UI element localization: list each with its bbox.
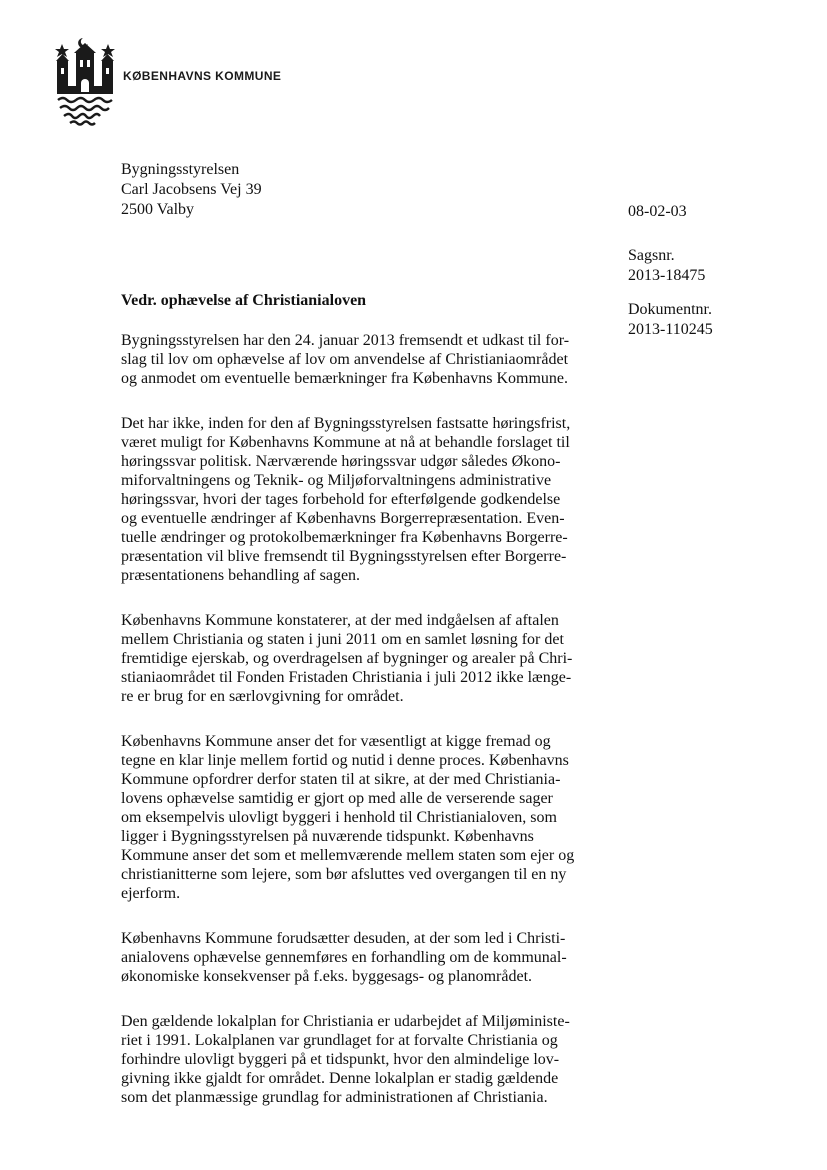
- recipient-name: Bygningsstyrelsen: [121, 161, 240, 178]
- paragraph-line: ligger i Bygningsstyrelsen på nuværende tidspunkt. Københavns: [121, 828, 534, 845]
- paragraph-line: været muligt for Københavns Kommune at nå at behandle forslaget til: [121, 434, 570, 451]
- document-number-block: [628, 300, 713, 340]
- case-number-value: 2013-18475: [628, 267, 706, 284]
- paragraph-line: Københavns Kommune forudsætter desuden, at der som led i Christi-: [121, 930, 566, 947]
- body-paragraph: [121, 929, 591, 986]
- paragraph-line: fremtidige ejerskab, og overdragelsen af bygninger og arealer på Chri-: [121, 650, 573, 667]
- paragraph-line: Det har ikke, inden for den af Bygningsstyrelsen fastsatte høringsfrist,: [121, 415, 571, 432]
- paragraph-line: Bygningsstyrelsen har den 24. januar 2013 fremsendt et udkast til for-: [121, 332, 570, 349]
- paragraph-line: christianitterne som lejere, som bør afsluttes ved overgangen til en ny: [121, 866, 567, 883]
- paragraph-line: Københavns Kommune anser det for væsentligt at kigge fremad og: [121, 733, 551, 750]
- body-paragraph: [121, 611, 591, 706]
- paragraph-line: ejerform.: [121, 885, 181, 902]
- paragraph-line: som det planmæssige grundlag for administrationen af Christiania.: [121, 1089, 548, 1106]
- paragraph-line: Den gældende lokalplan for Christiania er udarbejdet af Miljøministe-: [121, 1013, 570, 1030]
- paragraph-line: og eventuelle ændringer af Københavns Borgerrepræsentation. Even-: [121, 510, 565, 527]
- paragraph-line: om eksempelvis ulovligt byggeri i henhold til Christianialoven, som: [121, 809, 557, 826]
- paragraph-line: Københavns Kommune konstaterer, at der med indgåelsen af aftalen: [121, 612, 559, 629]
- paragraph-line: Kommune opfordrer derfor staten til at sikre, at der med Christiania-: [121, 771, 561, 788]
- document-number-value: 2013-110245: [628, 321, 713, 338]
- paragraph-line: riet i 1991. Lokalplanen var grundlaget for at forvalte Christiania og: [121, 1032, 558, 1049]
- case-number-block: [628, 246, 705, 286]
- paragraph-line: Kommune anser det som et mellemværende mellem staten som ejer og: [121, 847, 575, 864]
- paragraph-line: præsentation vil blive fremsendt til Bygningsstyrelsen efter Borgerre-: [121, 548, 567, 565]
- paragraph-line: slag til lov om ophævelse af lov om anvendelse af Christianiaområdet: [121, 351, 569, 368]
- paragraph-line: tegne en klar linje mellem fortid og nutid i denne proces. Københavns: [121, 752, 569, 769]
- paragraph-line: økonomiske konsekvenser på f.eks. byggesags- og planområdet.: [121, 968, 533, 985]
- document-number-label: Dokumentnr.: [628, 301, 712, 318]
- paragraph-line: re er brug for en særlovgivning for området.: [121, 688, 404, 705]
- paragraph-line: stianiaområdet til Fonden Fristaden Christiania i juli 2012 ikke længe-: [121, 669, 572, 686]
- paragraph-line: anialovens ophævelse gennemføres en forhandling om de kommunal-: [121, 949, 567, 966]
- paragraph-line: forhindre ulovligt byggeri på et tidspunkt, hvor den almindelige lov-: [121, 1051, 560, 1068]
- paragraph-line: miforvaltningens og Teknik- og Miljøforvaltningens administrative: [121, 472, 552, 489]
- body-paragraph: [121, 331, 591, 388]
- body-paragraph: [121, 1012, 591, 1107]
- copenhagen-coat-of-arms-icon: [52, 34, 118, 130]
- body-paragraph: [121, 414, 591, 585]
- letter-body: [121, 331, 591, 1133]
- paragraph-line: lovens ophævelse samtidig er gjort op med alle de verserende sager: [121, 790, 553, 807]
- paragraph-line: givning ikke gjaldt for området. Denne lokalplan er stadig gældende: [121, 1070, 559, 1087]
- paragraph-line: og anmodet om eventuelle bemærkninger fra Københavns Kommune.: [121, 370, 568, 387]
- letter-date: 08-02-03: [628, 203, 687, 220]
- paragraph-line: tuelle ændringer og protokolbemærkninger fra Københavns Borgerre-: [121, 529, 568, 546]
- paragraph-line: høringssvar politisk. Nærværende høringssvar udgør således Økono-: [121, 453, 561, 470]
- case-number-label: Sagsnr.: [628, 247, 675, 264]
- recipient-city: 2500 Valby: [121, 201, 195, 218]
- paragraph-line: præsentationens behandling af sagen.: [121, 567, 361, 584]
- organization-name: KØBENHAVNS KOMMUNE: [123, 69, 282, 83]
- recipient-street: Carl Jacobsens Vej 39: [121, 181, 262, 198]
- recipient-address: [121, 160, 262, 220]
- letter-subject: Vedr. ophævelse af Christianialoven: [121, 292, 367, 309]
- body-paragraph: [121, 732, 591, 903]
- paragraph-line: mellem Christiania og staten i juni 2011 om en samlet løsning for det: [121, 631, 564, 648]
- paragraph-line: høringssvar, hvori der tages forbehold for efterfølgende godkendelse: [121, 491, 561, 508]
